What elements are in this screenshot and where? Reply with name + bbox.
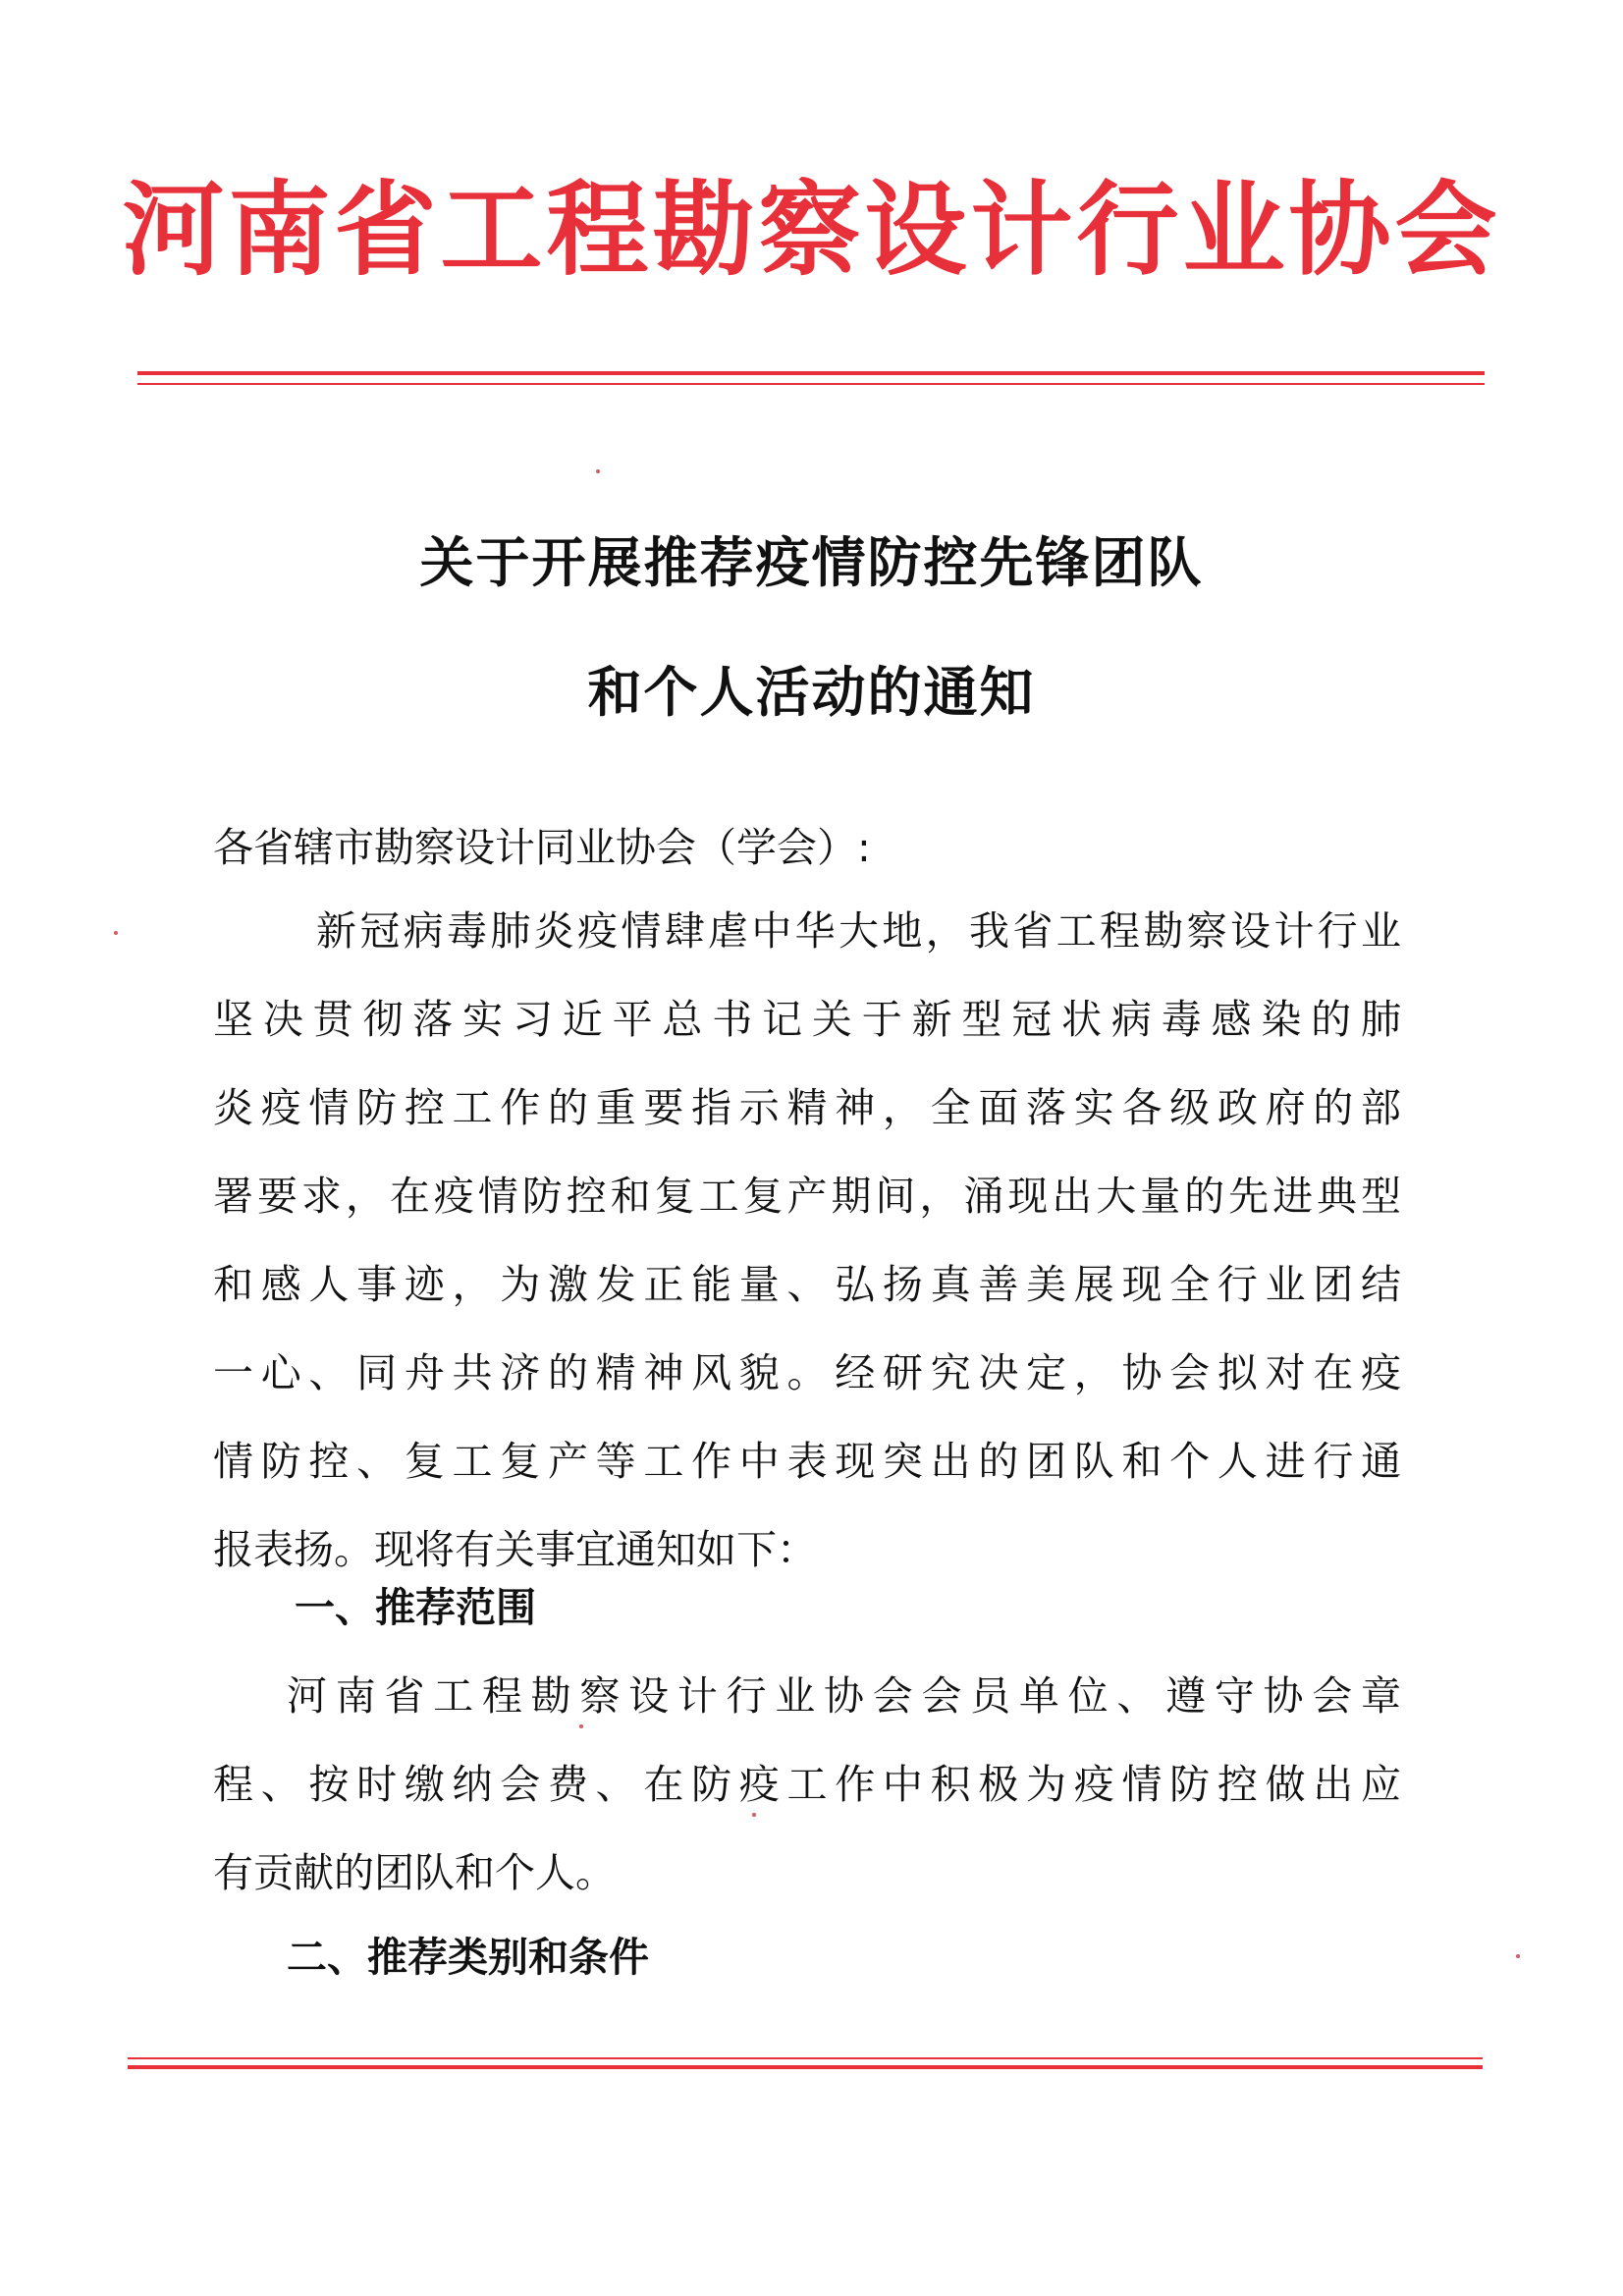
intro-paragraph-line: 一心、同舟共济的精神风貌。经研究决定，协会拟对在疫 — [213, 1349, 1401, 1396]
section-scope-line: 有贡献的团队和个人。 — [213, 1849, 616, 1896]
letterhead-rule-thick — [137, 371, 1485, 375]
section-heading-categories: 二、推荐类别和条件 — [287, 1934, 649, 1981]
scan-speck — [579, 1724, 583, 1728]
footer-rule-thick — [128, 2065, 1483, 2069]
intro-paragraph-line: 炎疫情防控工作的重要指示精神，全面落实各级政府的部 — [213, 1084, 1401, 1131]
section-heading-scope: 一、推荐范围 — [295, 1584, 536, 1631]
letterhead-rule-thin — [137, 383, 1485, 385]
salutation: 各省辖市勘察设计同业协会（学会）: — [213, 824, 871, 871]
section-scope-line: 河南省工程勘察设计行业协会会员单位、遵守协会章 — [287, 1672, 1401, 1720]
intro-paragraph-line: 署要求，在疫情防控和复工复产期间，涌现出大量的先进典型 — [213, 1173, 1401, 1220]
scan-speck — [114, 931, 118, 935]
scan-speck — [1516, 1954, 1520, 1958]
letterhead-organization-name: 河南省工程勘察设计行业协会 — [122, 169, 1501, 290]
section-scope-line: 程、按时缴纳会费、在防疫工作中积极为疫情防控做出应 — [213, 1761, 1401, 1808]
intro-paragraph-line: 情防控、复工复产等工作中表现突出的团队和个人进行通 — [213, 1438, 1401, 1485]
intro-paragraph-line: 坚决贯彻落实习近平总书记关于新型冠状病毒感染的肺 — [213, 996, 1401, 1043]
intro-paragraph-line: 新冠病毒肺炎疫情肆虐中华大地，我省工程勘察设计行业 — [316, 907, 1401, 955]
notice-title-line-1: 关于开展推荐疫情防控先锋团队 — [419, 530, 1204, 594]
intro-paragraph-line: 和感人事迹，为激发正能量、弘扬真善美展现全行业团结 — [213, 1261, 1401, 1308]
notice-title-line-2: 和个人活动的通知 — [587, 660, 1036, 724]
scan-speck — [752, 1813, 756, 1817]
scan-speck — [596, 469, 600, 473]
footer-rule-thin — [128, 2057, 1483, 2059]
intro-paragraph-line: 报表扬。现将有关事宜通知如下： — [213, 1526, 817, 1573]
